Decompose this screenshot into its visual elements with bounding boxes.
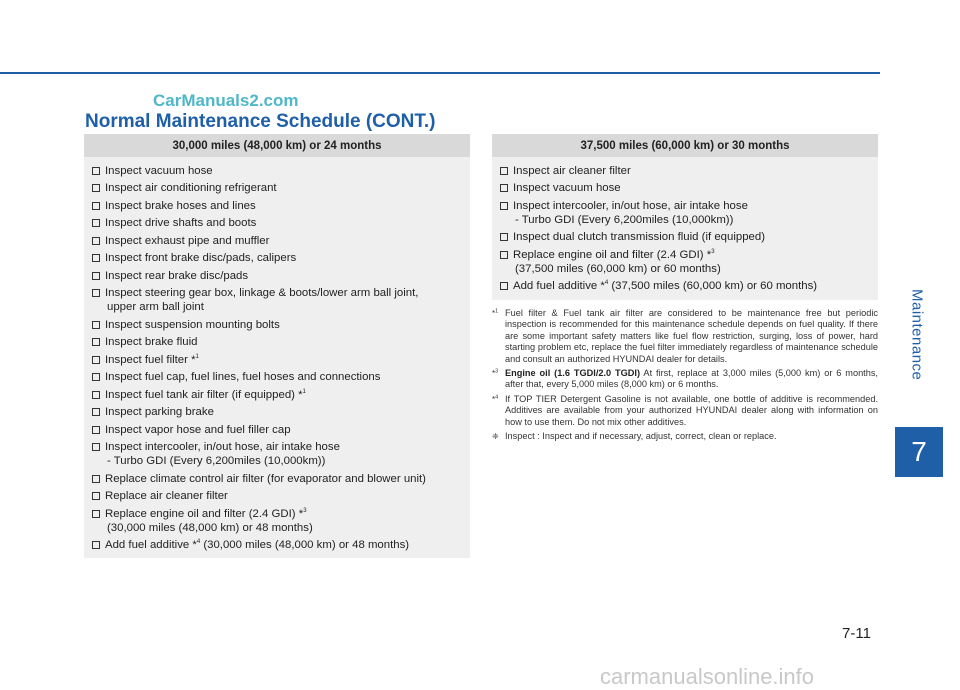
item-text: Inspect rear brake disc/pads	[105, 269, 249, 282]
item-text: Inspect exhaust pipe and muffler	[105, 234, 270, 247]
checklist-item	[500, 248, 871, 276]
footnote-body: Fuel filter & Fuel tank air filter are considered to be maintenance free but periodic inspection is recommended for this maintenance schedule depends on fuel quality. If there are some important safety matters like fuel flow restriction, surging, loss of power, hard starting problem etc, replace the fuel filter immediately regardless of maintenance schedule and consult an authorized HYUNDAI dealer for details.	[505, 308, 878, 364]
chapter-tab[interactable]: 7	[895, 427, 943, 477]
checklist-item	[500, 279, 871, 293]
item-text: Inspect suspension mounting bolts	[105, 318, 280, 331]
item-body	[105, 440, 463, 468]
item-body	[105, 251, 463, 265]
checkbox-icon	[92, 408, 100, 416]
checklist-item	[92, 199, 463, 213]
footnote-ref: 3	[303, 507, 307, 514]
item-body	[105, 538, 463, 552]
item-body	[105, 216, 463, 230]
item-subtext: upper arm ball joint	[107, 301, 204, 313]
footnote-number: 1	[495, 308, 499, 315]
footnote-text	[505, 431, 878, 442]
item-text: Inspect air conditioning refrigerant	[105, 182, 277, 194]
checkbox-icon	[92, 184, 100, 192]
item-body	[105, 489, 463, 503]
checkbox-icon	[92, 321, 100, 329]
checkbox-icon	[92, 443, 100, 451]
item-body	[513, 279, 871, 293]
checkbox-icon	[500, 233, 508, 241]
footnote-bold: Engine oil (1.6 TGDI/2.0 TGDI)	[505, 368, 641, 379]
item-body	[105, 507, 463, 535]
item-subtext: (37,500 miles (60,000 km) or 60 months)	[515, 262, 721, 275]
item-subtext: (30,000 miles (48,000 km) or 48 months)	[107, 521, 313, 534]
footnote-number: 3	[495, 368, 499, 375]
checkbox-icon	[500, 167, 508, 175]
item-body	[513, 199, 871, 227]
footnote-text	[505, 308, 878, 365]
checklist-item	[92, 216, 463, 230]
footnote-text	[505, 368, 878, 391]
checkbox-icon	[500, 251, 508, 259]
item-text: Inspect vacuum hose	[513, 182, 621, 194]
checklist-item	[92, 353, 463, 367]
item-body	[105, 181, 463, 195]
chapter-label: Maintenance	[908, 289, 926, 381]
checklist-item	[500, 199, 871, 227]
footnote-ref: 1	[195, 353, 199, 360]
checkbox-icon	[92, 510, 100, 518]
footnote-text	[505, 394, 878, 428]
checklist-item	[92, 286, 463, 314]
panel-header: 30,000 miles (48,000 km) or 24 months	[84, 134, 470, 157]
item-text: Inspect front brake disc/pads, calipers	[105, 252, 297, 264]
page-number: 7-11	[842, 625, 871, 642]
checkbox-icon	[92, 541, 100, 549]
footnote-body: At first, replace at 3,000 miles (5,000 km) or 6 months, after that, every 5,000 miles (8,000 km) or 6 months.	[505, 368, 878, 390]
checkbox-icon	[92, 373, 100, 381]
footnote-ref: 4	[604, 280, 609, 287]
checklist-item	[500, 181, 871, 195]
item-body	[105, 269, 463, 283]
checklist-item	[92, 181, 463, 195]
checkbox-icon	[92, 426, 100, 434]
item-text: Replace air cleaner filter	[105, 490, 228, 502]
checklist-item	[92, 489, 463, 503]
item-text: Inspect brake hoses and lines	[105, 199, 256, 212]
footnote-symbol: *	[492, 394, 496, 404]
checkbox-icon	[92, 219, 100, 227]
checklist-item	[92, 440, 463, 468]
checkbox-icon	[92, 475, 100, 483]
item-text: Inspect dual clutch transmission fluid (if equipped)	[513, 231, 765, 243]
item-text: Inspect parking brake	[105, 406, 214, 418]
footnote-body: If TOP TIER Detergent Gasoline is not available, one bottle of additive is recommended. Additives are available from your authorized HYUNDAI dealer along with information on how to use them. Do not mix other additives.	[505, 393, 878, 427]
item-body	[105, 164, 463, 178]
chapter-side-label	[902, 250, 932, 420]
checklist-item	[92, 388, 463, 402]
item-text: Inspect brake fluid	[105, 336, 198, 348]
item-body	[105, 370, 463, 384]
checkbox-icon	[92, 202, 100, 210]
item-body	[105, 353, 463, 367]
checkbox-icon	[500, 282, 508, 290]
checkbox-icon	[500, 184, 508, 192]
footnote	[492, 308, 878, 365]
checklist-item	[500, 164, 871, 178]
item-text: Replace climate control air filter (for evaporator and blower unit)	[105, 472, 426, 485]
item-body	[513, 181, 871, 195]
item-interval: (37,500 miles (60,000 km) or 60 months)	[608, 280, 818, 292]
item-body	[513, 230, 871, 244]
item-text: Inspect steering gear box, linkage & boots/lower arm ball joint,	[105, 287, 419, 299]
checklist-item	[92, 472, 463, 486]
checklist-item	[92, 507, 463, 535]
page-title: Normal Maintenance Schedule (CONT.)	[85, 111, 436, 132]
item-text: Add fuel additive *	[105, 539, 197, 551]
item-body	[513, 164, 871, 178]
item-text: Inspect fuel cap, fuel lines, fuel hoses and connections	[105, 371, 381, 383]
footnote	[492, 394, 878, 428]
item-text: Inspect vapor hose and fuel filler cap	[105, 423, 291, 436]
checklist-item	[92, 269, 463, 283]
footnote-mark	[492, 308, 505, 365]
footnote-ref: 3	[711, 248, 715, 255]
footnote-symbol: *	[492, 369, 496, 379]
checkbox-icon	[92, 338, 100, 346]
watermark: CarManuals2.com	[153, 91, 299, 110]
footnote-symbol: *	[492, 309, 496, 318]
item-text: Add fuel additive *	[513, 280, 605, 292]
checkbox-icon	[92, 289, 100, 297]
checklist-item	[92, 405, 463, 419]
item-subtext: - Turbo GDI (Every 6,200miles (10,000km))	[107, 455, 326, 467]
panel-header: 37,500 miles (60,000 km) or 30 months	[492, 134, 878, 157]
schedule-panel-37500	[492, 134, 878, 300]
checkbox-icon	[92, 237, 100, 245]
checkbox-icon	[92, 254, 100, 262]
item-body	[105, 388, 463, 402]
checkbox-icon	[92, 492, 100, 500]
item-text: Inspect air cleaner filter	[513, 164, 631, 177]
checklist-item	[92, 370, 463, 384]
checkbox-icon	[92, 272, 100, 280]
footnote	[492, 368, 878, 391]
checklist-item	[92, 538, 463, 552]
checkbox-icon	[92, 391, 100, 399]
footnote	[492, 431, 878, 442]
checklist-item	[92, 318, 463, 332]
checkbox-icon	[92, 167, 100, 175]
checklist-item	[92, 234, 463, 248]
item-body	[105, 199, 463, 213]
item-body	[105, 423, 463, 437]
item-text: Inspect intercooler, in/out hose, air intake hose	[105, 441, 340, 453]
footnote-mark	[492, 394, 505, 428]
footnote-number: 4	[495, 394, 499, 401]
checklist	[492, 157, 878, 293]
footer-watermark: carmanualsonline.info	[600, 664, 815, 689]
item-body	[105, 234, 463, 248]
item-body	[105, 472, 463, 486]
checkbox-icon	[500, 202, 508, 210]
item-interval: (30,000 miles (48,000 km) or 48 months)	[200, 539, 410, 551]
item-text: Inspect intercooler, in/out hose, air intake hose	[513, 199, 748, 212]
footnote-ref: 4	[196, 539, 201, 546]
checklist	[84, 157, 470, 552]
footnote-mark	[492, 431, 505, 442]
footnote-mark	[492, 368, 505, 391]
schedule-panel-30000	[84, 134, 470, 558]
checklist-item	[92, 423, 463, 437]
item-body	[105, 318, 463, 332]
footnote-body: Inspect : Inspect and if necessary, adjust, correct, clean or replace.	[505, 431, 777, 442]
checklist-item	[92, 164, 463, 178]
item-body	[105, 286, 463, 314]
item-text: Inspect drive shafts and boots	[105, 217, 257, 229]
item-text: Inspect fuel filter *	[105, 353, 196, 366]
item-body	[513, 248, 871, 276]
checkbox-icon	[92, 356, 100, 364]
item-text: Replace engine oil and filter (2.4 GDI) *	[513, 248, 712, 261]
item-text: Inspect vacuum hose	[105, 164, 213, 177]
item-subtext: - Turbo GDI (Every 6,200miles (10,000km))	[515, 213, 734, 226]
checklist-item	[92, 251, 463, 265]
item-text: Inspect fuel tank air filter (if equipped) *	[105, 388, 303, 401]
checklist-item	[500, 230, 871, 244]
item-body	[105, 335, 463, 349]
footnotes	[492, 308, 878, 445]
item-body	[105, 405, 463, 419]
header-rule	[0, 72, 880, 74]
footnote-symbol: ❈	[492, 432, 499, 442]
footnote-ref: 1	[302, 388, 306, 395]
item-text: Replace engine oil and filter (2.4 GDI) *	[105, 507, 304, 520]
checklist-item	[92, 335, 463, 349]
